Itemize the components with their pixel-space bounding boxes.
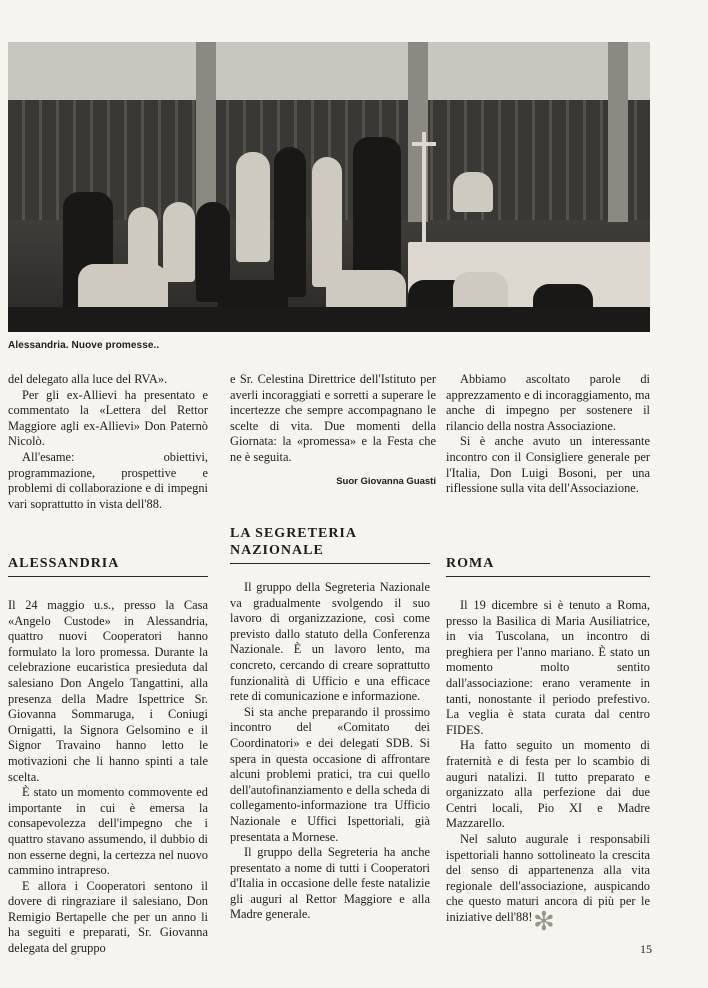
- heading-rule: [230, 563, 430, 564]
- paragraph: del delegato alla luce del RVA».: [8, 372, 168, 386]
- photo-floor: [8, 307, 650, 332]
- paragraph: Il gruppo della Segreteria Nazionale va gradualmente svolgendo il suo lavoro di organizzazione, così come previsto dallo statuto della Conferenza Nazionale. È un lavoro lento, ma concreto, cercando di creare soprattutto funzionalità di Ufficio e una efficace rete di comunicazione e informazione.: [230, 580, 430, 704]
- page-number: 15: [640, 942, 652, 956]
- section-heading-roma: ROMA: [446, 556, 495, 571]
- column-segreteria: [230, 580, 430, 923]
- section-heading-alessandria: ALESSANDRIA: [8, 556, 120, 571]
- photo-wall: [8, 42, 650, 100]
- paragraph: Nel saluto augurale i responsabili ispettoriali hanno sottolineato la crescita del senso di appartenenza alla vita regionale dell'associazione, auspicando che questo maturi ancora di più per le iniziative dell'88!: [446, 831, 650, 924]
- photo-pillar: [196, 42, 216, 222]
- photo-person: [274, 147, 306, 297]
- column-middle-top: [230, 372, 436, 489]
- ornament-asterisk: ✻: [533, 907, 555, 937]
- paragraph: Il 24 maggio u.s., presso la Casa «Angelo Custode» in Alessandria, quattro nuovi Cooperatori hanno formulato la loro promessa. Durante la celebrazione eucaristica presieduta dal salesiano Don Angelo Tangattini, alla presenza della Madre Ispettrice Sr. Giovanna Sommaruga, i Coniugi Ornigatti, la Signora Gelsomino e il Signor Travaino hanno letto le motivazioni che li hanno spinti a tale scelta.: [8, 598, 208, 784]
- paragraph: Il gruppo della Segreteria ha anche presentato a nome di tutti i Cooperatori d'Italia in occasione delle feste natalizie gli auguri al Rettor Maggiore e alla Madre generale.: [230, 845, 430, 922]
- photo-person: [453, 172, 493, 212]
- column-alessandria: [8, 598, 208, 957]
- paragraph: È stato un momento commovente ed importante in cui è emersa la consapevolezza dell'impegno che i quattro stavano assumendo, il dubbio di non esserne degni, la certezza nel nuovo cammino intrapreso.: [8, 785, 208, 878]
- photo-pillar: [608, 42, 628, 222]
- heading-rule: [8, 576, 208, 577]
- photo-person: [236, 152, 270, 262]
- author-signature: Suor Giovanna Guasti: [336, 475, 436, 487]
- paragraph: Per gli ex-Allievi ha presentato e commentato la «Lettera del Rettor Maggiore agli ex-Allievi» Don Paternò Nicolò.: [8, 387, 208, 449]
- photo-person: [312, 157, 342, 287]
- heading-rule: [446, 576, 650, 577]
- column-roma: [446, 598, 650, 925]
- paragraph: Si è anche avuto un interessante incontro con il Consigliere generale per l'Italia, Don Luigi Bosoni, per una riflessione sulla vita dell'Associazione.: [446, 434, 650, 496]
- paragraph: E allora i Cooperatori sentono il dovere di ringraziare il salesiano, Don Remigio Bertapelle che per un anno li ha seguiti e preparati, Sr. Giovanna delegata del gruppo: [8, 878, 208, 956]
- heading-line: NAZIONALE: [230, 543, 324, 558]
- paragraph: Si sta anche preparando il prossimo incontro del «Comitato dei Coordinatori» e dei delegati SDB. Si spera in questa occasione di affrontare alcuni problemi pratici, tra cui quello dell'autofinanziamento e della scheda di collegamento-informazione tra Ufficio Nazionale e Uffici Ispettoriali, già presentata a Mornese.: [230, 704, 430, 844]
- paragraph: Abbiamo ascoltato parole di apprezzamento e di incoraggiamento, ma anche di impegno per sostenere il rilancio della nostra Associazione.: [446, 372, 651, 433]
- photo-person: [163, 202, 195, 282]
- column-left-top: [8, 372, 208, 512]
- section-heading-segreteria: [230, 525, 357, 559]
- event-photo: [8, 42, 650, 332]
- photo-caption: Alessandria. Nuove promesse..: [8, 340, 160, 351]
- paragraph: Il 19 dicembre si è tenuto a Roma, presso la Basilica di Maria Ausiliatrice, in via Tuscolana, un incontro di preghiera per l'anno mariano. È stato un momento molto sentito dall'associazione: erano veramente in tanti, nonostante il periodo prefestivo. La veglia è stata curata dal centro FIDES.: [446, 598, 650, 737]
- photo-cross-bar: [412, 142, 436, 146]
- heading-line: LA SEGRETERIA: [230, 526, 357, 541]
- paragraph: Ha fatto seguito un momento di fraternità e di festa per lo scambio di auguri natalizi. Il tutto preparato e organizzato alla perfezione dai due Centri locali, Pio XI e Madre Mazzarello.: [446, 738, 650, 831]
- paragraph: All'esame: obiettivi, programmazione, prospettive e problemi di collaborazione e di impegni vari soprattutto in vista dell'88.: [8, 449, 208, 511]
- column-right-top: [446, 372, 650, 497]
- paragraph: e Sr. Celestina Direttrice dell'Istituto per averli incoraggiati e sorretti a superare le incertezze che sempre accompagnano le scelte di vita. Due momenti della Giornata: la «promessa» e la Festa che ne è seguita.: [230, 372, 436, 464]
